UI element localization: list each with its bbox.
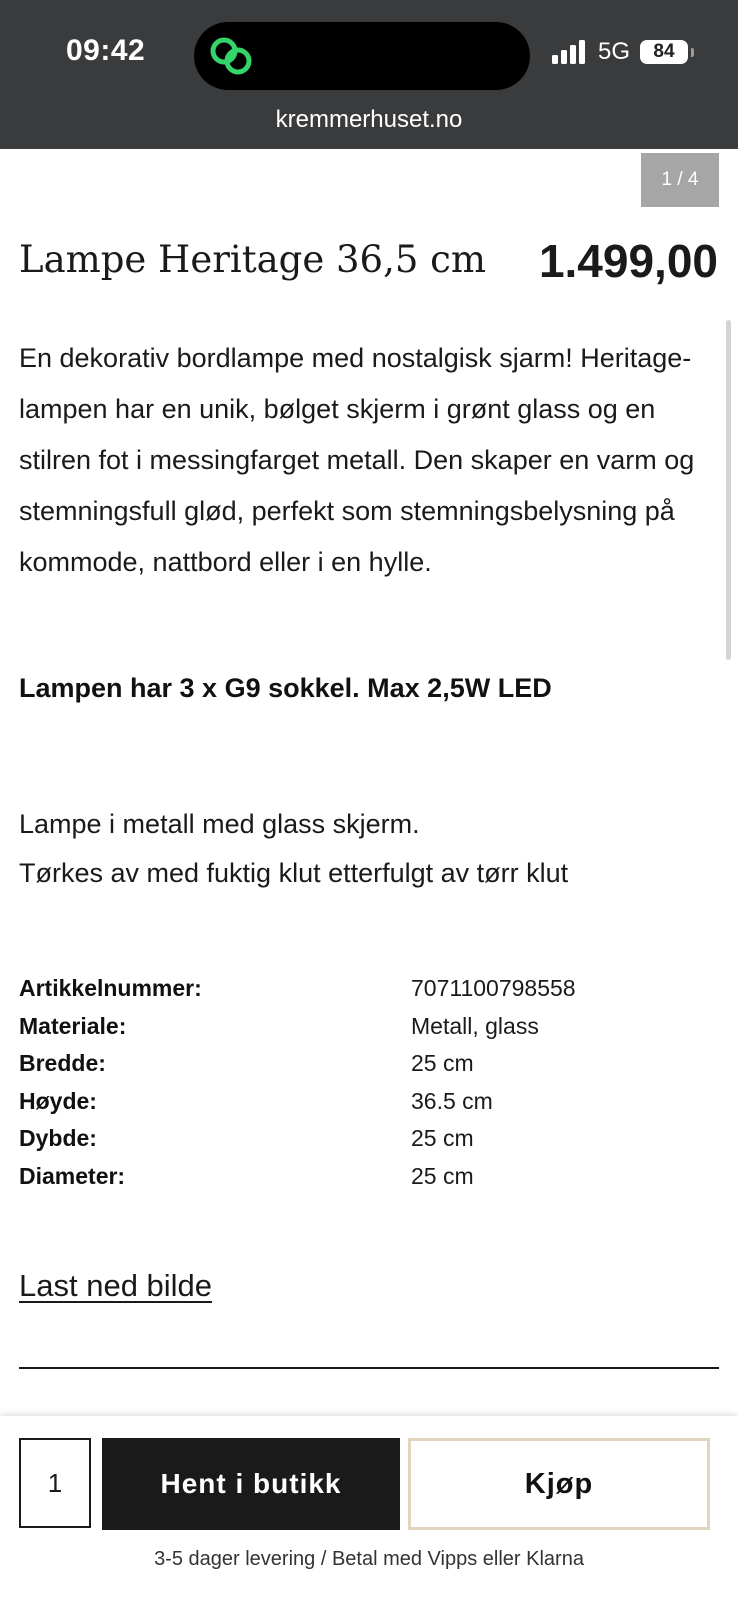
status-indicators: [552, 38, 688, 66]
spec-value: Metall, glass: [411, 1012, 539, 1039]
quantity-input[interactable]: 1: [19, 1438, 91, 1528]
spec-value: 25 cm: [411, 1125, 474, 1152]
product-title: Lampe Heritage 36,5 cm: [19, 238, 486, 281]
network-type: 5G: [597, 38, 630, 65]
spec-row: [19, 1045, 719, 1083]
care-line: Lampe i metall med glass skjerm.: [19, 809, 420, 839]
spec-label: Høyde:: [19, 1087, 97, 1114]
spec-row: [19, 1008, 719, 1046]
spec-value: 7071100798558: [411, 975, 576, 1002]
spec-row: [19, 1120, 719, 1158]
spec-value: 25 cm: [411, 1162, 474, 1189]
spec-row: [19, 1158, 719, 1196]
spec-value: 25 cm: [411, 1050, 474, 1077]
scrollbar[interactable]: [726, 320, 731, 660]
spec-label: Artikkelnummer:: [19, 975, 202, 1002]
spec-table: [19, 970, 719, 1195]
url-bar[interactable]: kremmerhuset.no: [275, 106, 463, 133]
care-line: Tørkes av med fuktig klut etterfulgt av tørr klut: [19, 858, 569, 888]
spec-label: Bredde:: [19, 1050, 106, 1077]
divider: [19, 1367, 719, 1369]
care-info: [19, 800, 568, 898]
battery-icon: 84: [640, 40, 688, 64]
product-description: En dekorativ bordlampe med nostalgisk sjarm! Heritage-lampen har en unik, bølget skjerm i grønt glass og en stilren fot i messingfarget metall. Den skaper en varm og stemningsfull glød, perfekt som stemningsbelysning på kommode, nattbord eller i en hylle.: [19, 343, 695, 577]
spec-row: [19, 1083, 719, 1121]
gallery-counter: 1 / 4: [641, 153, 719, 207]
spec-row: [19, 970, 719, 1008]
spec-label: Dybde:: [19, 1125, 97, 1152]
product-price: 1.499,00: [538, 235, 718, 287]
dynamic-island: [194, 22, 530, 90]
buy-button[interactable]: Kjøp: [408, 1438, 710, 1530]
spec-label: Diameter:: [19, 1162, 126, 1189]
download-image-link[interactable]: Last ned bilde: [19, 1268, 213, 1303]
status-time: 09:42: [66, 34, 146, 67]
spec-label: Materiale:: [19, 1012, 127, 1039]
socket-info: Lampen har 3 x G9 sokkel. Max 2,5W LED: [19, 673, 552, 703]
link-icon: [210, 36, 252, 76]
signal-icon: [552, 40, 588, 64]
purchase-bar: [0, 1416, 738, 1600]
spec-value: 36.5 cm: [411, 1087, 493, 1114]
delivery-info: 3-5 dager levering / Betal med Vipps eller Klarna: [154, 1548, 584, 1570]
status-bar: [0, 0, 738, 149]
pickup-in-store-button[interactable]: Hent i butikk: [102, 1438, 400, 1530]
